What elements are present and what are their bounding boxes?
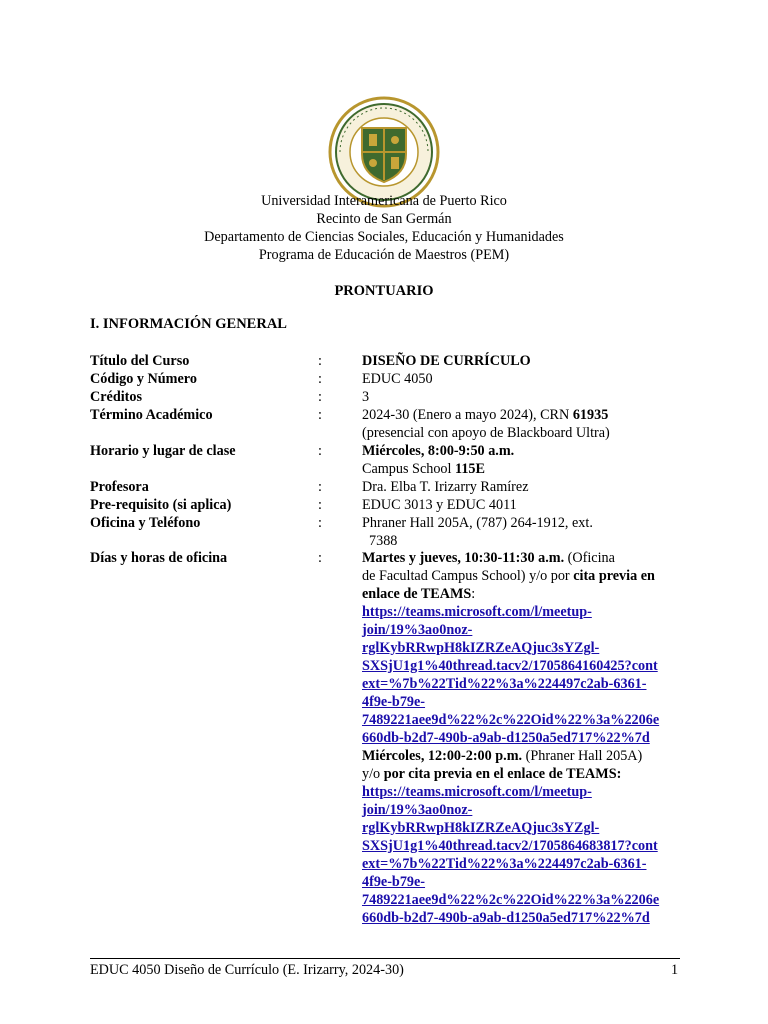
field-label: Horario y lugar de clase <box>90 443 236 459</box>
field-value: 3 <box>362 389 370 405</box>
campus-name: Recinto de San Germán <box>316 211 452 227</box>
field-label: Título del Curso <box>90 353 190 369</box>
field-value <box>362 549 680 927</box>
field-separator: : <box>318 389 322 405</box>
office-hours-schedule-1: Martes y jueves, 10:30-11:30 a.m. <box>362 550 565 566</box>
field-label: Código y Número <box>90 371 197 387</box>
program-name: Programa de Educación de Maestros (PEM) <box>258 247 510 263</box>
field-separator: : <box>318 550 322 566</box>
footer-course-info: EDUC 4050 Diseño de Currículo (E. Irizarry, 2024-30) <box>90 962 404 978</box>
class-schedule: Miércoles, 8:00-9:50 a.m. <box>362 443 515 459</box>
field-label: Pre-requisito (si aplica) <box>90 497 232 513</box>
field-separator: : <box>318 443 322 459</box>
office-hours-place-1: (Oficina <box>564 550 615 566</box>
field-value: EDUC 4050 <box>362 371 433 387</box>
section-title: I. INFORMACIÓN GENERAL <box>90 316 287 332</box>
field-separator: : <box>318 353 322 369</box>
teams-meeting-link-1[interactable]: https://teams.microsoft.com/l/meetup- join/19%3ao0noz- rglKybRRwpH8kIZRZeAQjuc3sYZgl- SXSjU1g1%40thread.tacv2/1705864160425?cont ext=%7b%22Tid%22%3a%224497c2ab-6361- 4f9e-b79e- 7489221aee9d%22%2c%22Oid%22%3a%2206e 660db-b2d7-490b-a9ab-d1250a5ed717%22%7d <box>362 604 660 746</box>
field-value: Dra. Elba T. Irizarry Ramírez <box>362 479 529 495</box>
field-label: Días y horas de oficina <box>90 550 228 566</box>
field-label: Profesora <box>90 479 149 495</box>
office-hours-place-2-cont: y/o <box>362 766 384 782</box>
footer-divider <box>90 958 680 959</box>
teams-meeting-link-2[interactable]: https://teams.microsoft.com/l/meetup- join/19%3ao0noz- rglKybRRwpH8kIZRZeAQjuc3sYZgl- SXSjU1g1%40thread.tacv2/1705864683817?cont ext=%7b%22Tid%22%3a%224497c2ab-6361- 4f9e-b79e- 7489221aee9d%22%2c%22Oid%22%3a%2206e 660db-b2d7-490b-a9ab-d1250a5ed717%22%7d <box>362 784 660 926</box>
term-modality: (presencial con apoyo de Blackboard Ultra) <box>362 425 610 441</box>
university-name: Universidad Interamericana de Puerto Rico <box>261 193 507 209</box>
office-hours-schedule-2: Miércoles, 12:00-2:00 p.m. <box>362 748 523 764</box>
phone-extension: 7388 <box>369 533 398 549</box>
office-phone: Phraner Hall 205A, (787) 264-1912, ext. <box>362 515 593 531</box>
field-label: Oficina y Teléfono <box>90 515 201 531</box>
term-text: 2024-30 (Enero a mayo 2024), CRN <box>362 407 573 423</box>
appointment-note-1: cita previa en <box>573 568 655 584</box>
page-number: 1 <box>671 962 679 978</box>
field-label: Término Académico <box>90 407 213 423</box>
field-value: EDUC 3013 y EDUC 4011 <box>362 497 517 513</box>
appointment-note-1-cont: enlace de TEAMS <box>362 586 472 602</box>
appointment-note-2: por cita previa en el enlace de TEAMS: <box>383 766 622 782</box>
field-separator: : <box>318 515 322 531</box>
office-hours-place-2: (Phraner Hall 205A) <box>522 748 643 764</box>
field-value: DISEÑO DE CURRÍCULO <box>362 353 531 369</box>
document-title: PRONTUARIO <box>334 283 434 299</box>
field-value <box>362 514 680 550</box>
department-name: Departamento de Ciencias Sociales, Educación y Humanidades <box>204 229 564 245</box>
class-room: 115E <box>455 461 485 477</box>
field-separator: : <box>318 497 322 513</box>
field-separator: : <box>318 479 322 495</box>
class-location: Campus School <box>362 461 456 477</box>
field-separator: : <box>318 407 322 423</box>
crn-number: 61935 <box>572 407 609 423</box>
field-label: Créditos <box>90 389 143 405</box>
field-value <box>362 406 680 442</box>
field-value <box>362 442 680 478</box>
colon: : <box>471 586 476 602</box>
field-separator: : <box>318 371 322 387</box>
office-hours-place-1-cont: de Facultad Campus School) y/o por <box>362 568 574 584</box>
